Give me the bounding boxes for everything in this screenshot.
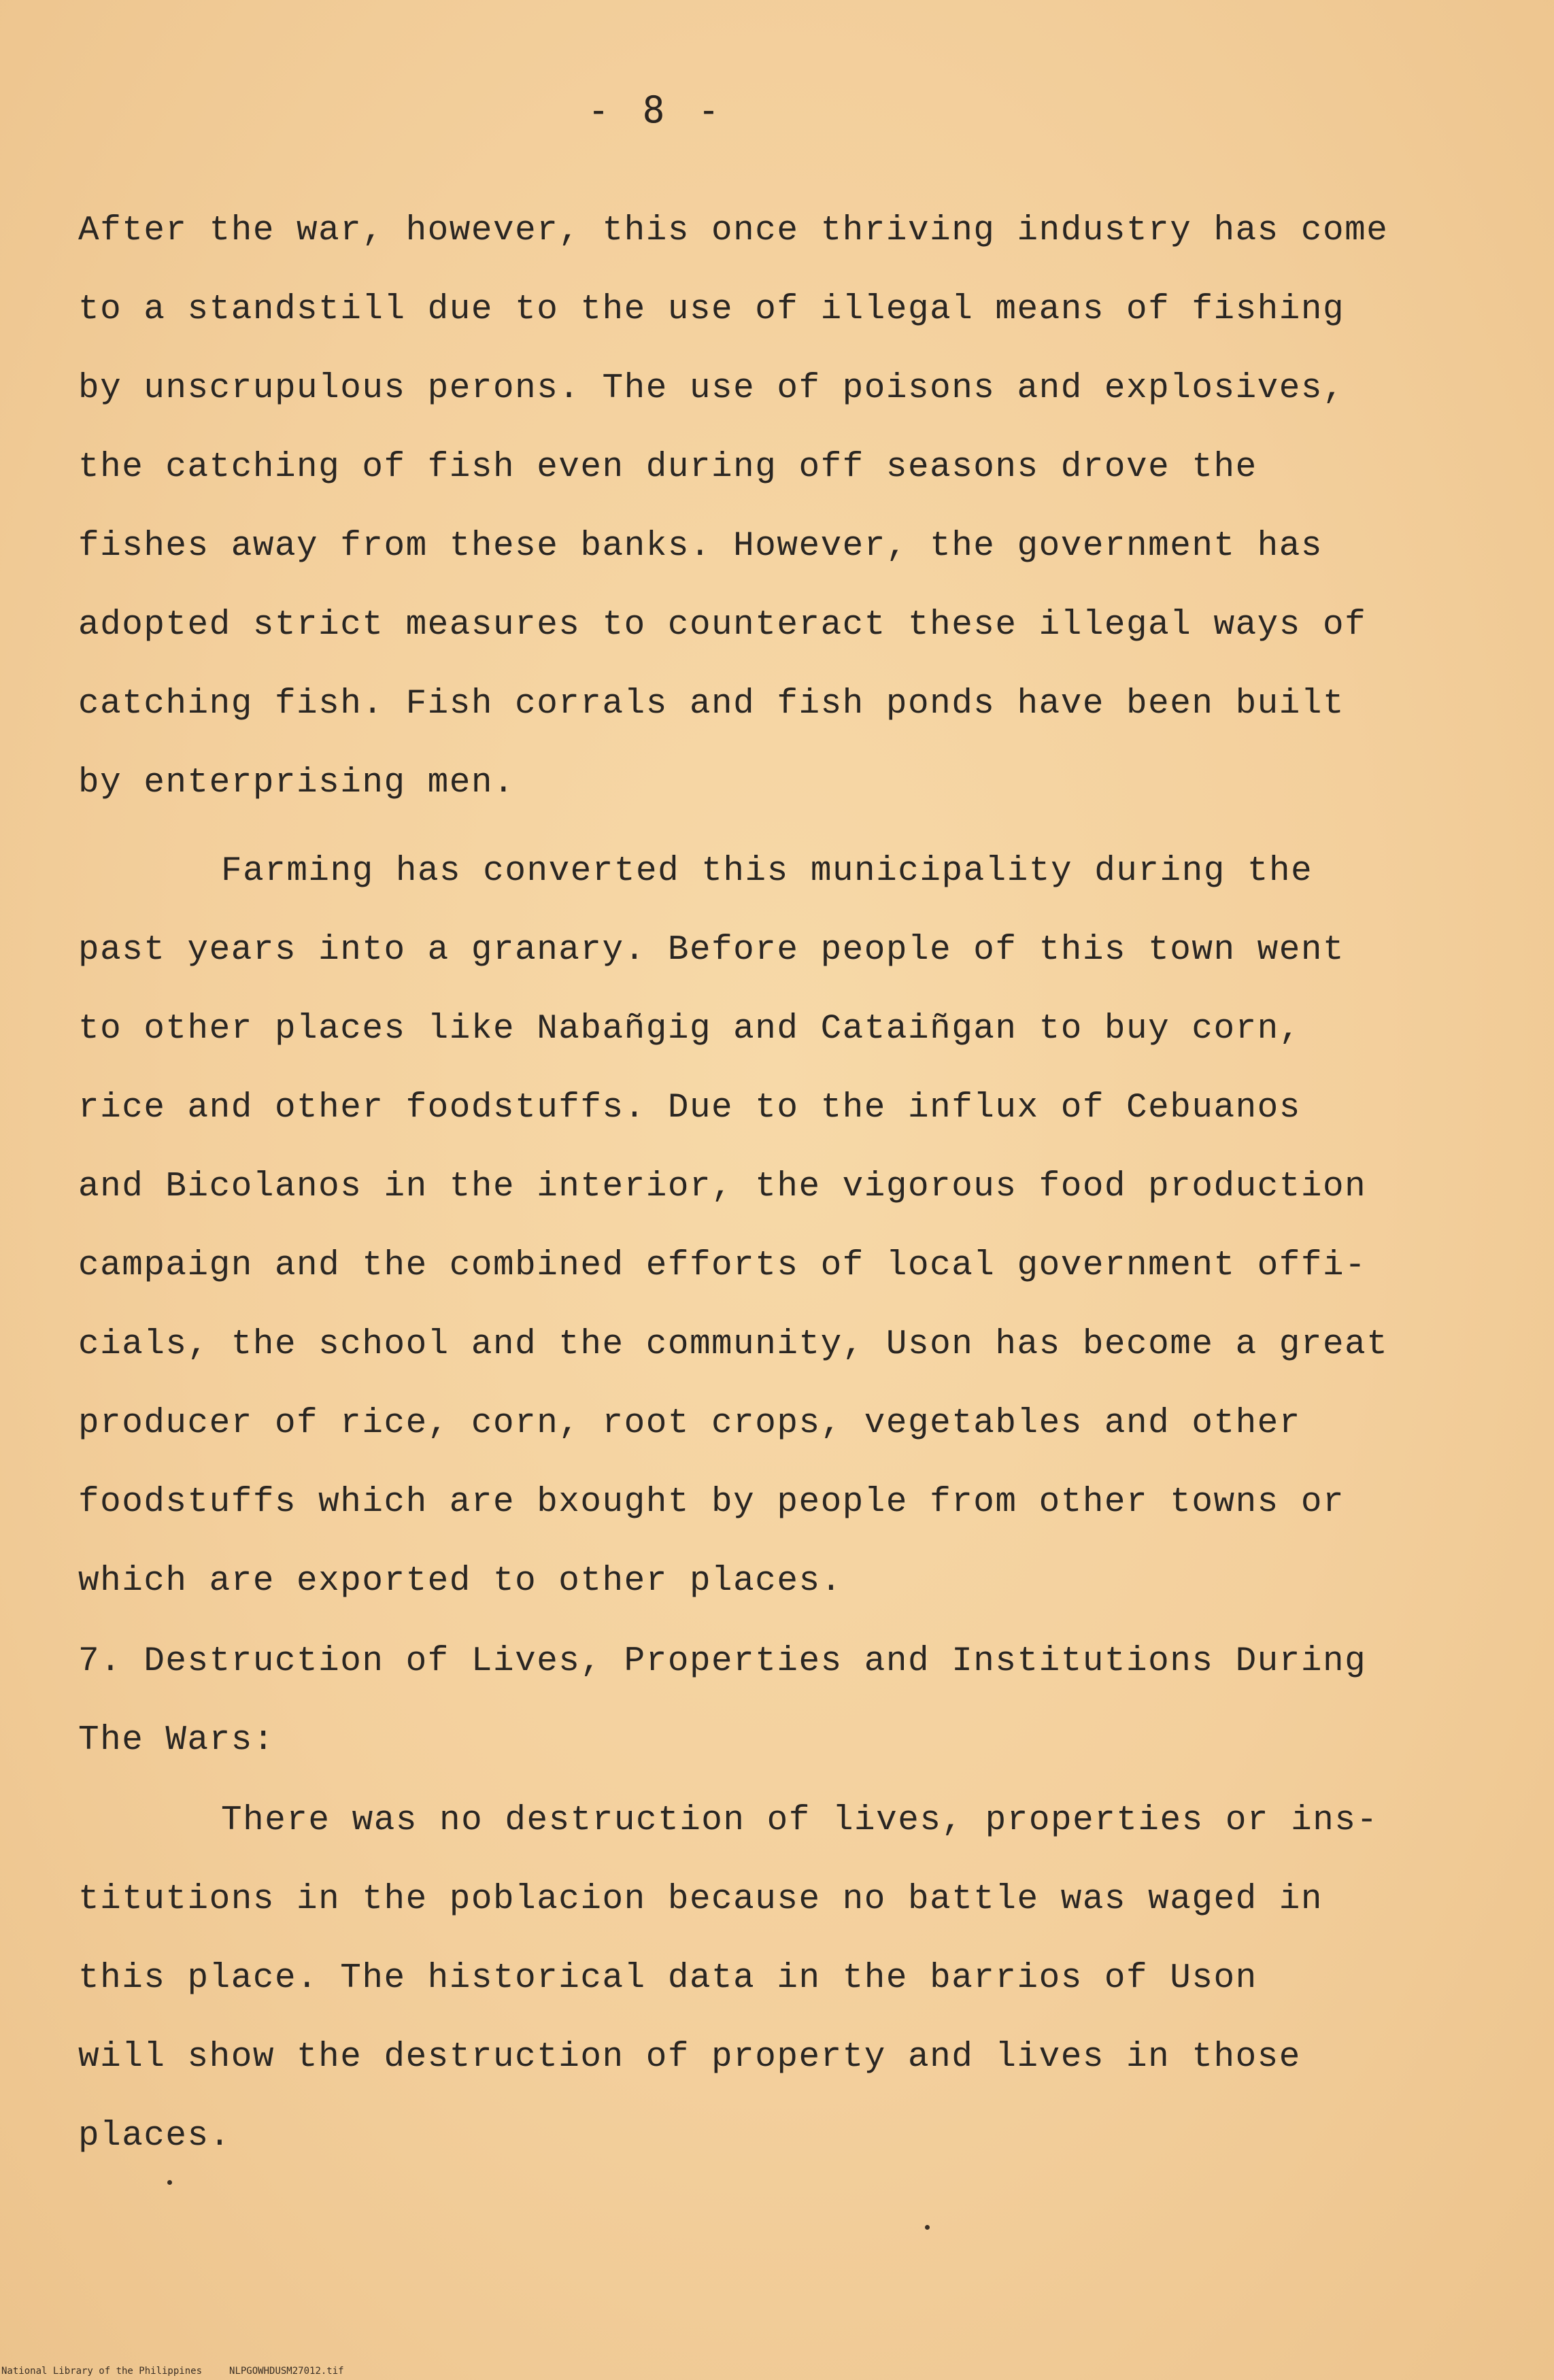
section-heading: The Wars: — [78, 1721, 275, 1760]
text-line: After the war, however, this once thriving industry has come — [78, 211, 1389, 250]
text-line: cials, the school and the community, Uson has become a great — [78, 1325, 1389, 1364]
text-line: which are exported to other places. — [78, 1562, 843, 1601]
text-line: to other places like Nabañgig and Cataiñgan to buy corn, — [78, 1010, 1301, 1049]
text-line: and Bicolanos in the interior, the vigorous food production — [78, 1168, 1367, 1206]
text-line: producer of rice, corn, root crops, vegetables and other — [78, 1404, 1301, 1443]
text-line: foodstuffs which are bxought by people from other towns or — [78, 1483, 1345, 1522]
page-number: - 8 - — [587, 88, 726, 131]
text-line: titutions in the poblacion because no battle was waged in — [78, 1880, 1323, 1919]
section-heading: 7. Destruction of Lives, Properties and Institutions During — [78, 1642, 1367, 1681]
text-line: to a standstill due to the use of illegal means of fishing — [78, 290, 1345, 329]
paper-speck — [925, 2225, 930, 2230]
text-line: this place. The historical data in the barrios of Uson — [78, 1959, 1257, 1998]
text-line: Farming has converted this municipality during the — [221, 852, 1313, 891]
scan-footer — [1, 2366, 344, 2377]
text-line: by enterprising men. — [78, 764, 516, 802]
text-line: fishes away from these banks. However, the government has — [78, 527, 1323, 566]
text-line: past years into a granary. Before people of this town went — [78, 931, 1345, 970]
text-line: rice and other foodstuffs. Due to the influx of Cebuanos — [78, 1089, 1301, 1127]
footer-library: National Library of the Philippines — [1, 2366, 203, 2377]
text-line: catching fish. Fish corrals and fish ponds have been built — [78, 685, 1345, 724]
footer-filename: NLPGOWHDUSM27012.tif — [229, 2366, 344, 2377]
text-line: will show the destruction of property and lives in those — [78, 2038, 1301, 2077]
text-line: places. — [78, 2117, 231, 2156]
text-line: the catching of fish even during off seasons drove the — [78, 448, 1257, 487]
text-line: campaign and the combined efforts of local government offi- — [78, 1246, 1367, 1285]
paper-speck — [167, 2180, 172, 2185]
text-line: by unscrupulous perons. The use of poisons and explosives, — [78, 369, 1345, 408]
text-line: adopted strict measures to counteract these illegal ways of — [78, 606, 1367, 645]
text-line: There was no destruction of lives, properties or ins- — [221, 1801, 1379, 1840]
